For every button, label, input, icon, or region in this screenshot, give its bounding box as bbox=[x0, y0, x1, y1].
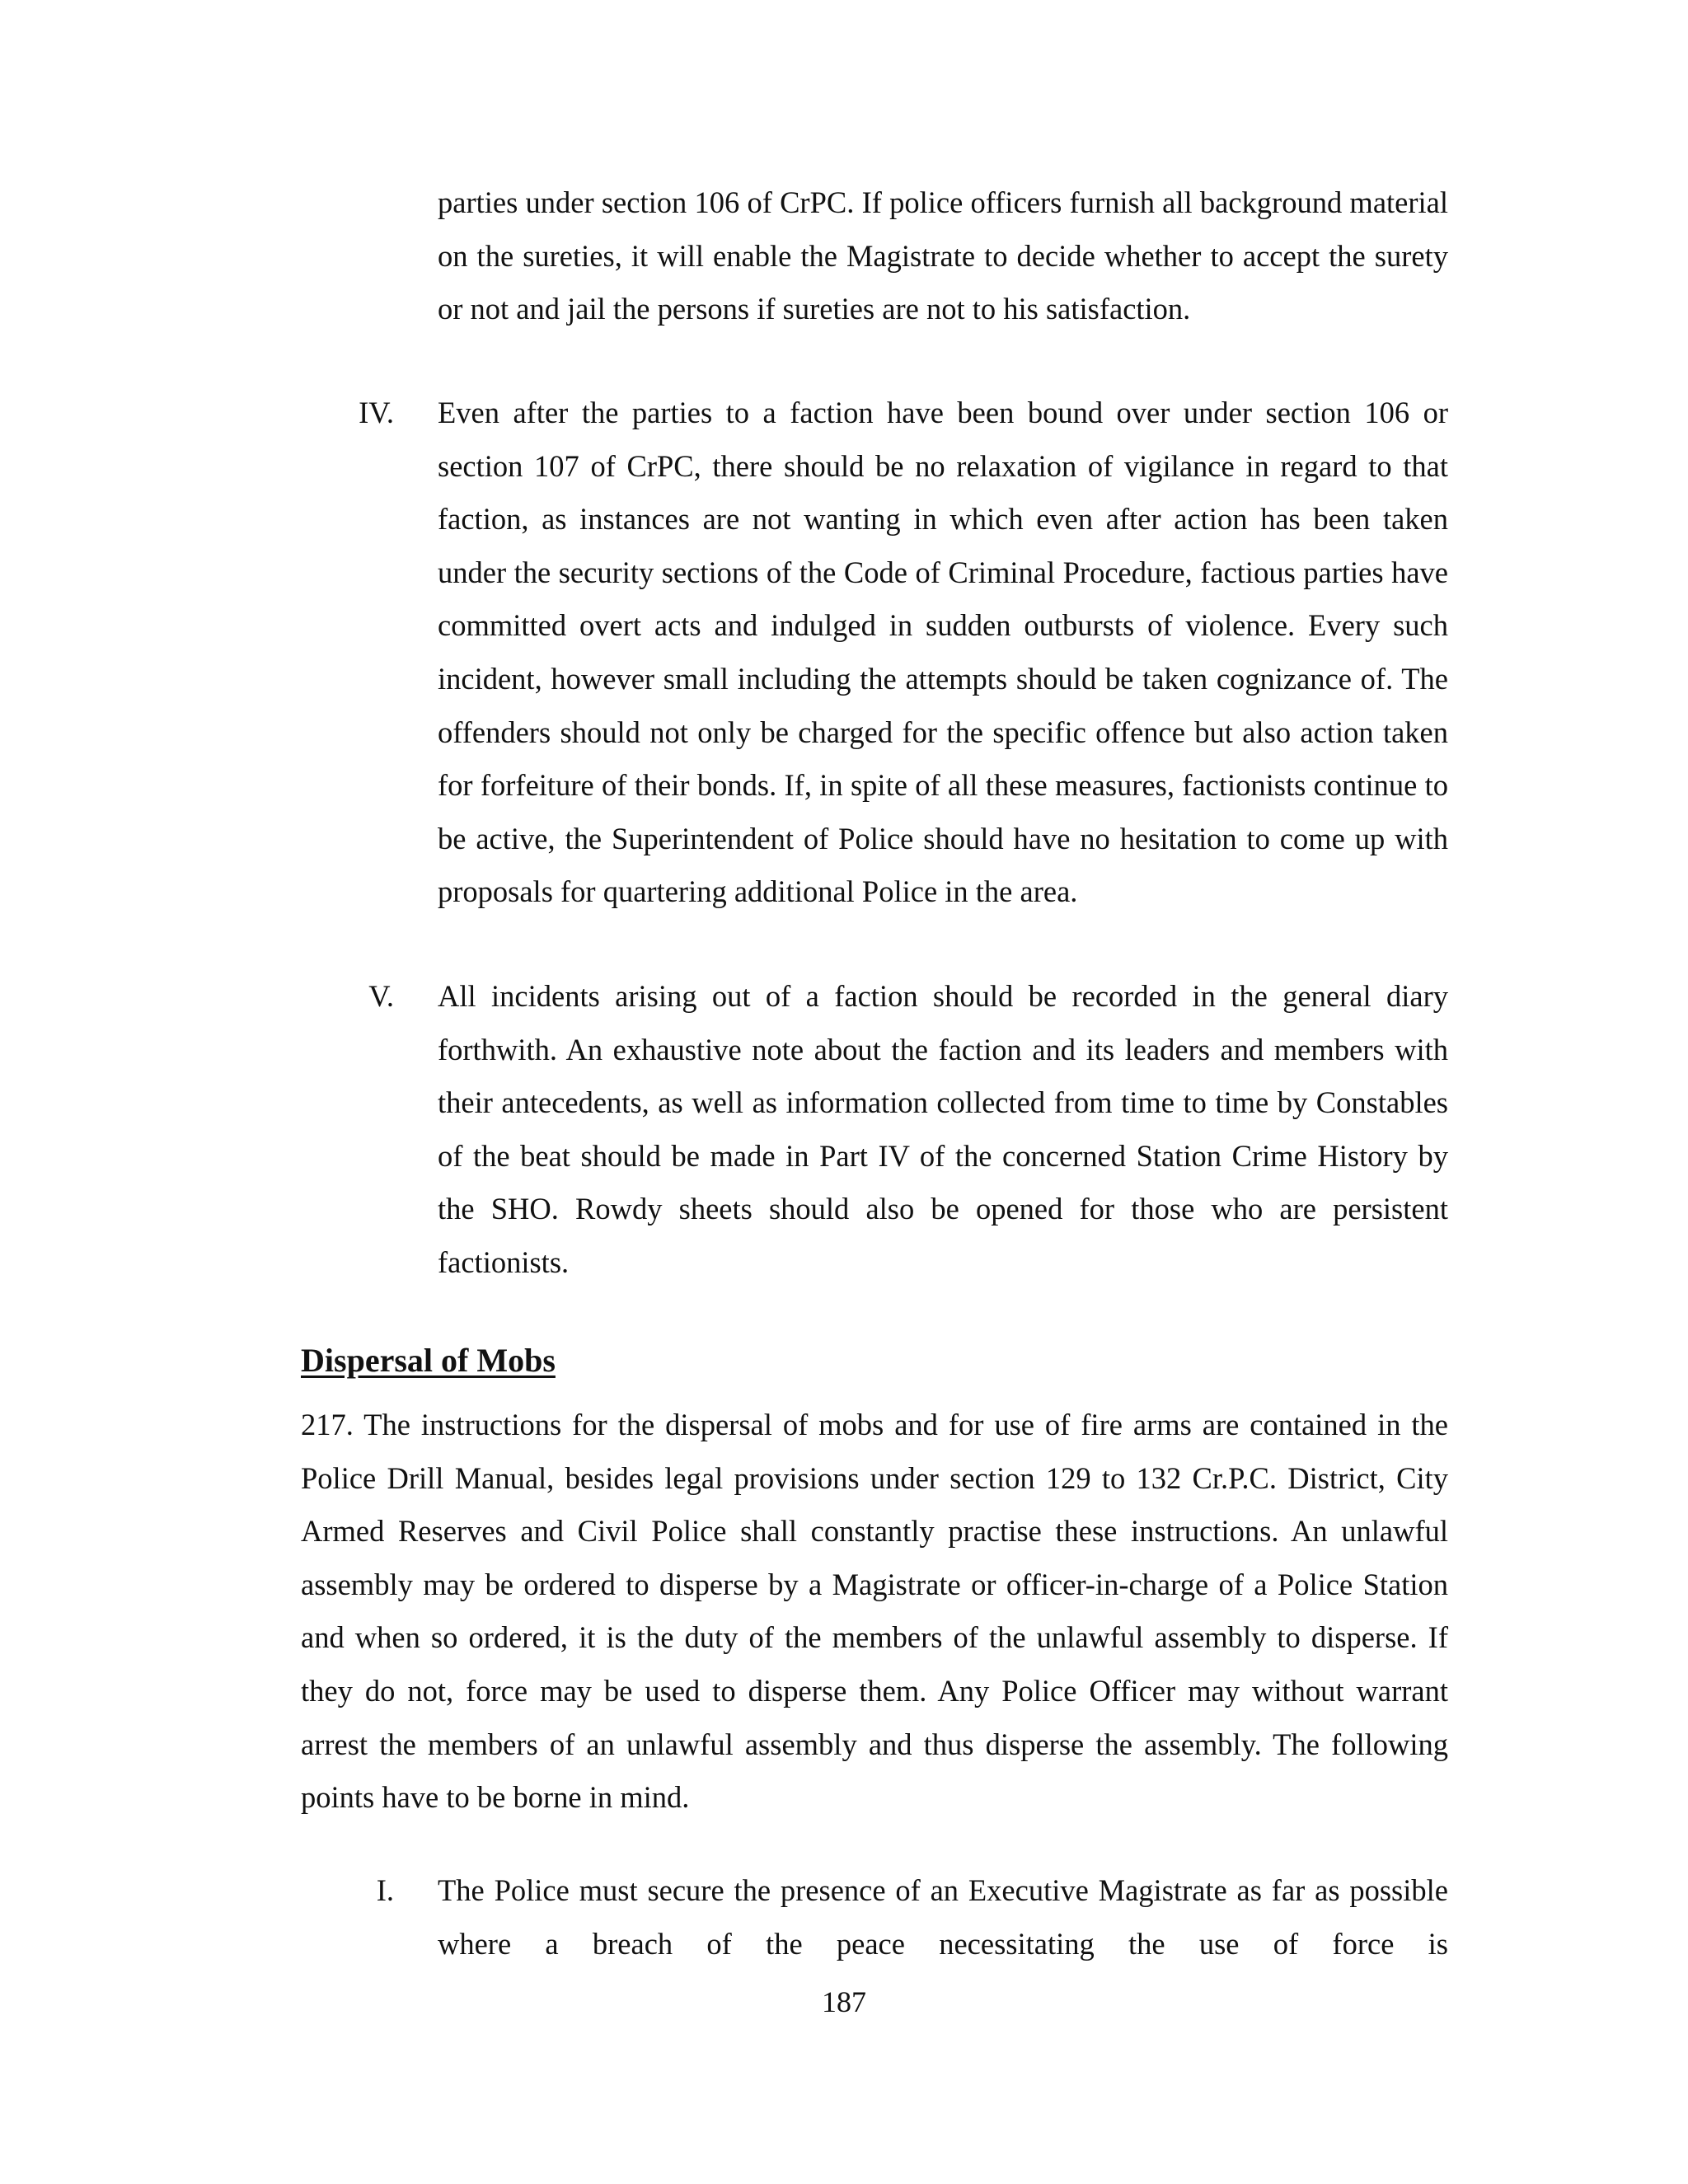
list-item-text: Even after the parties to a faction have been bound over under section 106 or section 107 of CrPC, there should be no relaxation of vigilance in regard to that faction, as instances are not wanting in which even after action has been taken under the security sections of the Code of Criminal Procedure, factious parties have committed overt acts and indulged in sudden outbursts of violence. Every such incident, however small including the attempts should be taken cognizance of. The offenders should not only be charged for the specific offence but also action taken for forfeiture of their bonds. If, in spite of all these measures, factionists continue to be active, the Superintendent of Police should have no hesitation to come up with proposals for quartering additional Police in the area. bbox=[438, 396, 1448, 909]
list-item-text: All incidents arising out of a faction should be recorded in the general diary forthwith. An exhaustive note about the faction and its leaders and members with their antecedents, as well as information collected from time to time by Constables of the beat should be made in Part IV of the concerned Station Crime History by the SHO. Rowdy sheets should also be opened for those who are persistent factionists. bbox=[438, 979, 1448, 1279]
page-number: 187 bbox=[822, 1985, 866, 2018]
section-heading: Dispersal of Mobs bbox=[301, 1342, 556, 1379]
continuation-paragraph: parties under section 106 of CrPC. If police officers furnish all background material on the sureties, it will enable the Magistrate to decide whether to accept the surety or not and jail the persons if sureties are not to his satisfaction. bbox=[438, 185, 1448, 326]
section-paragraph: 217. The instructions for the dispersal of mobs and for use of fire arms are contained in the Police Drill Manual, besides legal provisions under section 129 to 132 Cr.P.C. District, City Armed Reserves and Civil Police shall constantly practise these instructions. An unlawful assembly may be ordered to disperse by a Magistrate or officer-in-charge of a Police Station and when so ordered, it is the duty of the members of the unlawful assembly to disperse. If they do not, force may be used to disperse them. Any Police Officer may without warrant arrest the members of an unlawful assembly and thus disperse the assembly. The following points have to be borne in mind. bbox=[301, 1408, 1448, 1815]
list-marker: IV. bbox=[359, 396, 394, 429]
list-marker: V. bbox=[368, 979, 394, 1013]
list-item-text: The Police must secure the presence of an Executive Magistrate as far as possible where a breach of the peace necessitating the use of force is bbox=[438, 1873, 1448, 1961]
list-marker: I. bbox=[376, 1873, 394, 1907]
